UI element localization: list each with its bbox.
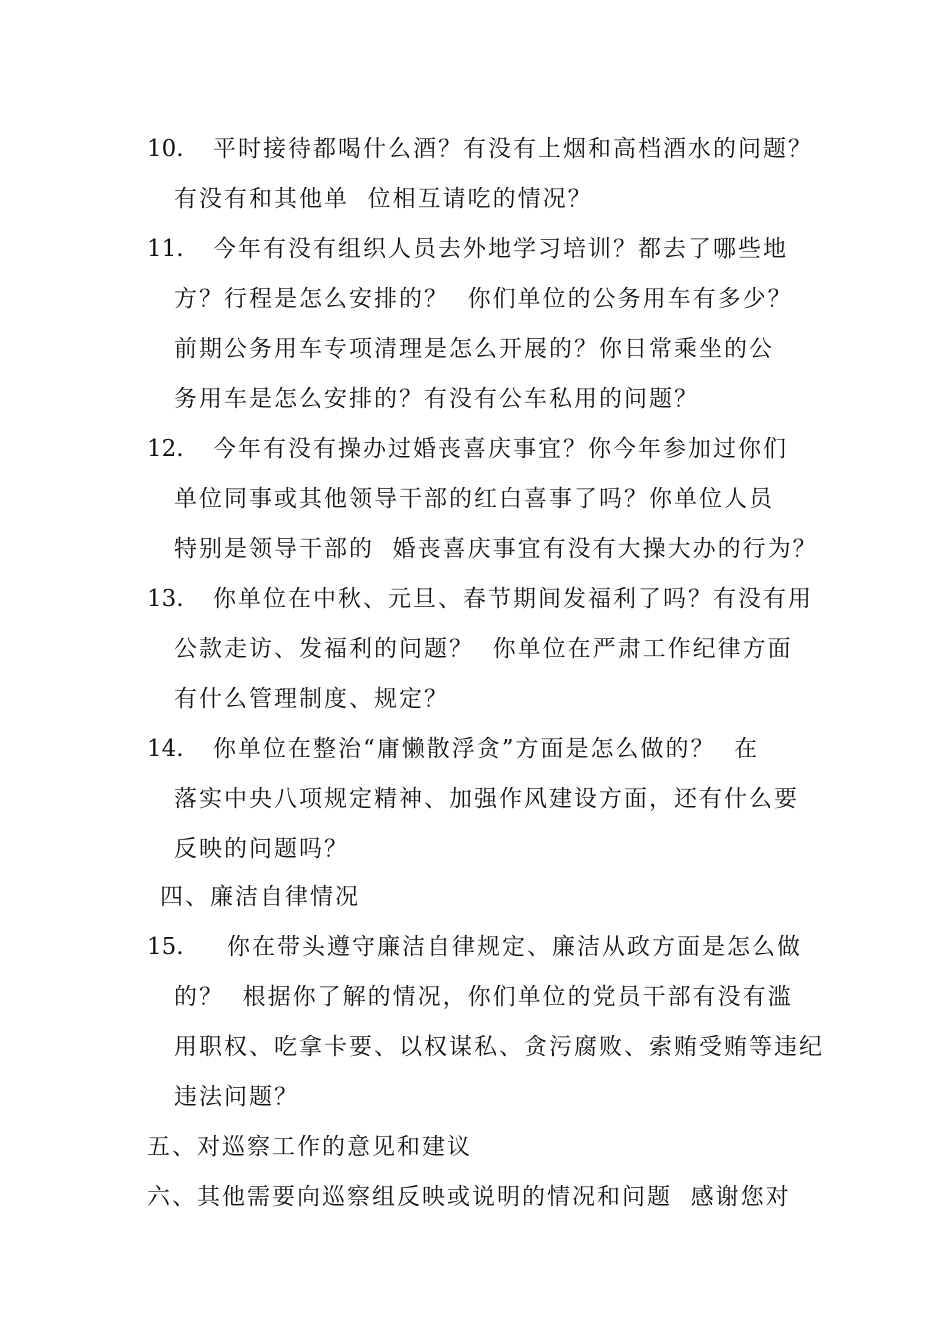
item-11-number: 11.: [147, 236, 184, 262]
item-13-line-3: 有什么管理制度、规定？: [174, 686, 449, 712]
item-10-number: 10.: [147, 136, 184, 162]
item-14-line-2: 落实中央八项规定精神、加强作风建设方面，还有什么要: [174, 786, 799, 812]
item-12-line-2: 单位同事或其他领导干部的红白喜事了吗？你单位人员: [174, 486, 774, 512]
item-15-line-1: 15. 你在带头遵守廉洁自律规定、廉洁从政方面是怎么做: [147, 934, 802, 960]
item-15-line-4: 违法问题？: [174, 1084, 299, 1110]
item-15-line-2: 的？ 根据你了解的情况，你们单位的党员干部有没有滥: [174, 984, 793, 1010]
item-12-line-1: 12. 今年有没有操办过婚丧喜庆事宜？你今年参加过你们: [147, 436, 788, 462]
item-11-line-2: 方？行程是怎么安排的？ 你们单位的公务用车有多少？: [174, 286, 793, 312]
item-13-number: 13.: [147, 586, 184, 612]
item-13-line-2: 公款走访、发福利的问题？ 你单位在严肃工作纪律方面: [174, 636, 793, 662]
item-11-line-4: 务用车是怎么安排的？有没有公车私用的问题？: [174, 386, 699, 412]
item-11-line-1: 11. 今年有没有组织人员去外地学习培训？都去了哪些地: [147, 236, 788, 262]
item-10-line-1: 10. 平时接待都喝什么酒？有没有上烟和高档酒水的问题？: [147, 136, 813, 162]
item-14-line-3: 反映的问题吗？: [174, 836, 349, 862]
item-11-line-3: 前期公务用车专项清理是怎么开展的？你日常乘坐的公: [174, 336, 774, 362]
item-15-number: 15.: [147, 934, 184, 960]
item-14-number: 14.: [147, 736, 184, 762]
item-10-line-2: 有没有和其他单 位相互请吃的情况？: [174, 186, 593, 212]
item-14-line-1: 14. 你单位在整治“庸懒散浮贪”方面是怎么做的？ 在: [147, 736, 760, 762]
item-15-line-3: 用职权、吃拿卡要、以权谋私、贪污腐败、索贿受贿等违纪: [174, 1034, 824, 1060]
section-6-heading: 六、其他需要向巡察组反映或说明的情况和问题 感谢您对: [147, 1184, 791, 1210]
item-12-line-3: 特别是领导干部的 婚丧喜庆事宜有没有大操大办的行为？: [174, 536, 818, 562]
item-12-number: 12.: [147, 436, 184, 462]
section-4-heading: 四、廉洁自律情况: [160, 884, 360, 910]
item-13-line-1: 13. 你单位在中秋、元旦、春节期间发福利了吗？有没有用: [147, 586, 813, 612]
section-5-heading: 五、对巡察工作的意见和建议: [147, 1134, 472, 1160]
